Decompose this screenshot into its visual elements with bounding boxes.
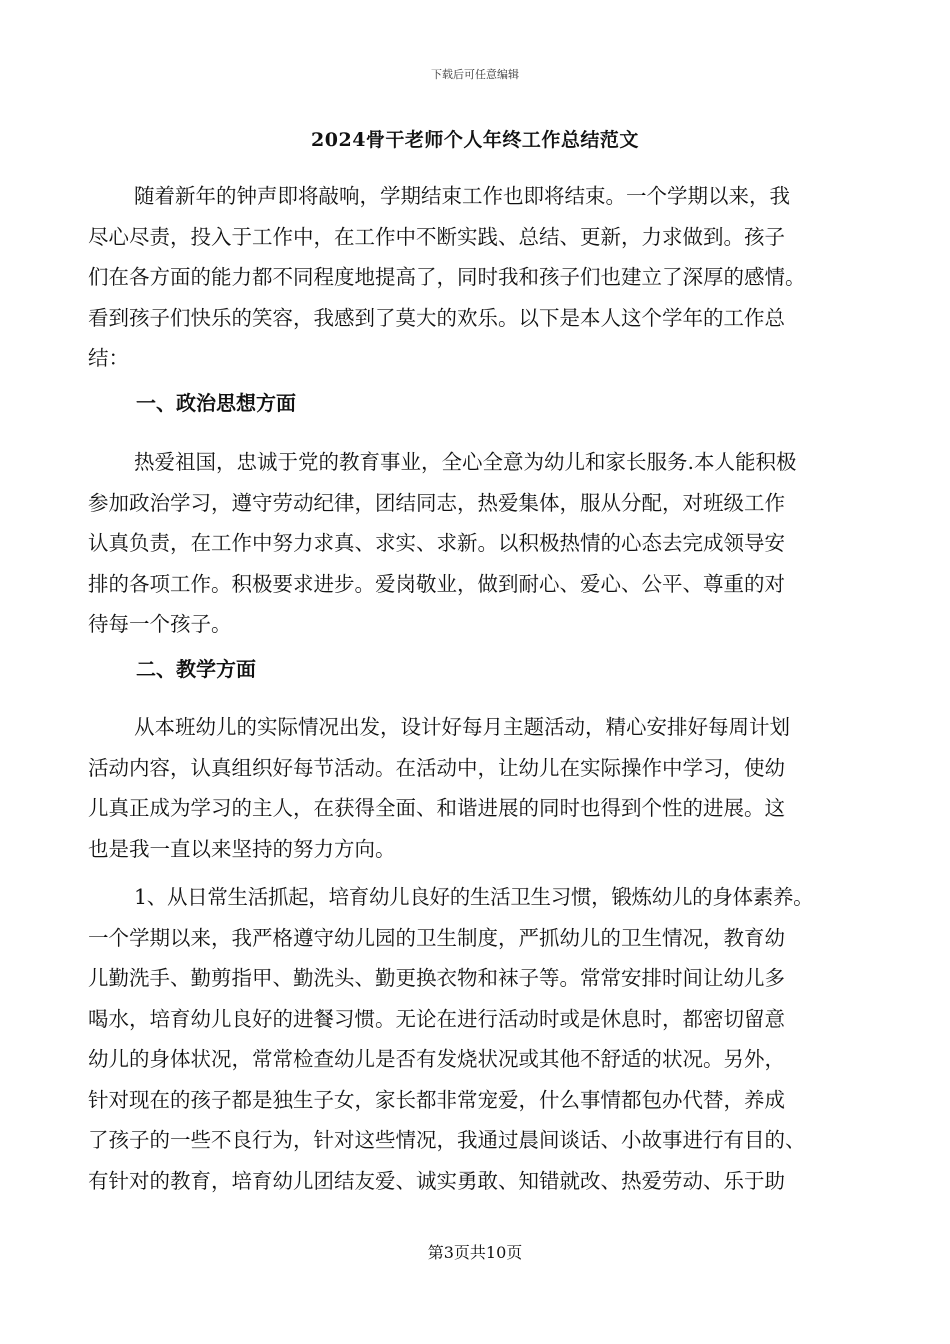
paragraph-line: 有针对的教育，培育幼儿团结友爱、诚实勇敢、知错就改、热爱劳动、乐于助: [88, 1168, 785, 1193]
document-title: 2024骨干老师个人年终工作总结范文: [311, 129, 639, 151]
paragraph-line: 幼儿的身体状况，常常检查幼儿是否有发烧状况或其他不舒适的状况。另外，: [88, 1047, 785, 1071]
paragraph-line: 从本班幼儿的实际情况出发，设计好每月主题活动，精心安排好每周计划: [134, 715, 790, 739]
paragraph-line: 尽心尽责，投入于工作中，在工作中不断实践、总结、更新，力求做到。孩子: [88, 224, 785, 249]
paragraph-line: 了孩子的一些不良行为，针对这些情况，我通过晨间谈话、小故事进行有目的、: [88, 1128, 806, 1152]
paragraph-line: 认真负责，在工作中努力求真、求实、求新。以积极热情的心态去完成领导安: [88, 531, 785, 555]
paragraph-line: 喝水，培育幼儿良好的进餐习惯。无论在进行活动时或是休息时，都密切留意: [88, 1006, 785, 1031]
paragraph-line: 看到孩子们快乐的笑容，我感到了莫大的欢乐。以下是本人这个学年的工作总: [88, 305, 785, 330]
paragraph-line: 一个学期以来，我严格遵守幼儿园的卫生制度，严抓幼儿的卫生情况，教育幼: [88, 925, 785, 950]
paragraph-line: 排的各项工作。积极要求进步。爱岗敬业，做到耐心、爱心、公平、尊重的对: [88, 571, 785, 596]
section-heading-teaching: 二、教学方面: [136, 657, 256, 681]
paragraph-line: 儿勤洗手、勤剪指甲、勤洗头、勤更换衣物和袜子等。常常安排时间让幼儿多: [88, 966, 785, 990]
paragraph-line: 针对现在的孩子都是独生子女，家长都非常宠爱，什么事情都包办代替，养成: [88, 1087, 785, 1112]
paragraph-line: 随着新年的钟声即将敲响，学期结束工作也即将结束。一个学期以来，我: [134, 184, 790, 208]
paragraph-line: 参加政治学习，遵守劳动纪律，团结同志，热爱集体，服从分配，对班级工作: [88, 490, 785, 515]
header-note: 下载后可任意编辑: [431, 68, 519, 81]
teaching-paragraph: [88, 707, 878, 869]
paragraph-line: 们在各方面的能力都不同程度地提高了，同时我和孩子们也建立了深厚的感情。: [88, 265, 806, 289]
paragraph-line: 热爱祖国，忠诚于党的教育事业，全心全意为幼儿和家长服务.本人能积极: [134, 450, 797, 474]
paragraph-line: 结：: [88, 346, 129, 370]
item1-paragraph: [88, 877, 888, 1201]
section-heading-politics: 一、政治思想方面: [136, 391, 296, 415]
paragraph-line: 1、从日常生活抓起，培育幼儿良好的生活卫生习惯，锻炼幼儿的身体素养。: [134, 885, 814, 909]
intro-paragraph: [88, 176, 878, 379]
page-number: 第3页共10页: [427, 1243, 523, 1262]
paragraph-line: 儿真正成为学习的主人，在获得全面、和谐进展的同时也得到个性的进展。这: [88, 796, 785, 820]
politics-paragraph: [88, 442, 878, 645]
paragraph-line: 也是我一直以来坚持的努力方向。: [88, 836, 396, 861]
paragraph-line: 待每一个孩子。: [88, 612, 232, 636]
paragraph-line: 活动内容，认真组织好每节活动。在活动中，让幼儿在实际操作中学习，使幼: [88, 755, 785, 780]
